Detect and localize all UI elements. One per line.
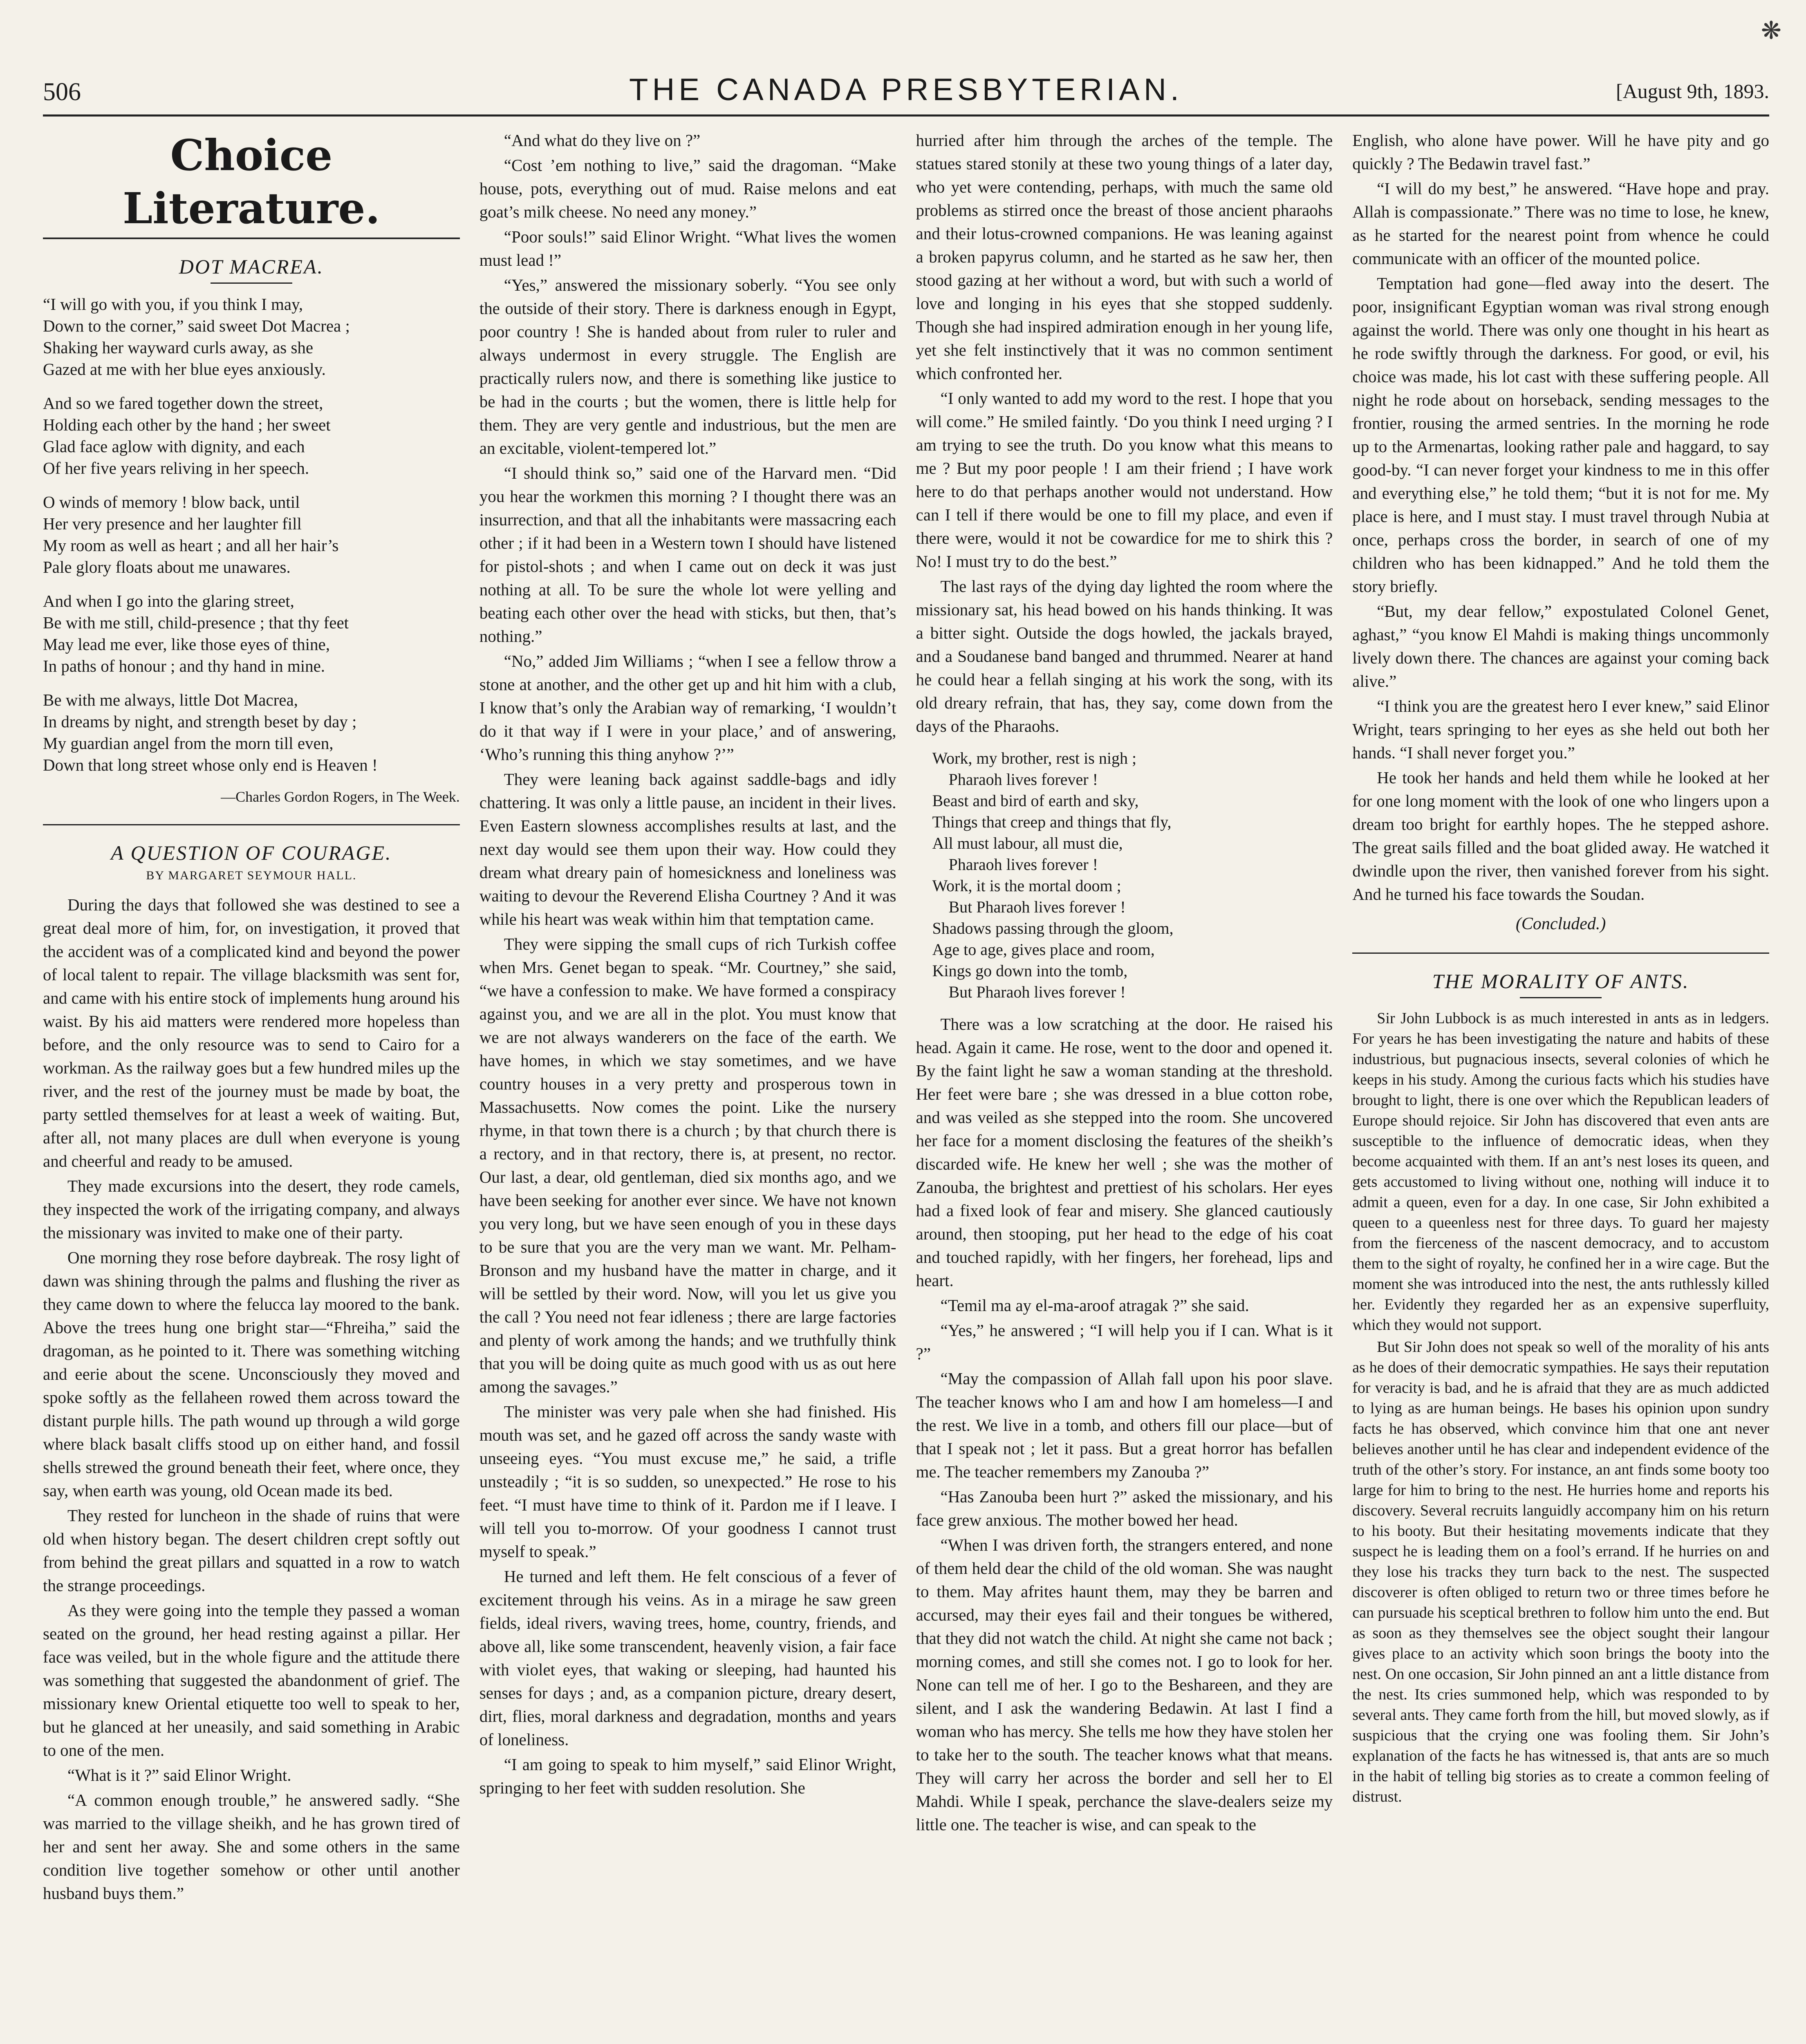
story-paragraph: Temptation had gone—fled away into the desert. The poor, insignificant Egyptian woman was rival strong enough against the world. There was only one thought in his heart as he rode swiftly through the darkness. For good, or evil, his choice was made, his lot cast with these suffering people. All night he rode about on horseback, sending messages to the frontier, rousing the armed sentries. In the morning he rode up to the Armenartas, looking rather pale and haggard, to say good-by. “I can never forget your kindness to me in this offer and everything else,” he told them; “but it is not for me. My place is here, and I must stay. I must travel through Nubia at once, perhaps cross the border, in search of one of my children who has been kidnapped.” And he told them the story briefly. (1352, 274, 1769, 596)
poem-line: Down that long street whose only end is Heaven ! (43, 755, 378, 774)
section-title: Choice Literature. (43, 129, 460, 239)
ants-paragraph: But Sir John does not speak so well of the morality of his ants as he does of their democratic sympathies. He says their reputation for veracity is bad, and he is afraid that they are as much addicted to lying as are human beings. He bases his opinion upon sundry facts he has observed, which convince him that one ant never believes another until he has clear and independent evidence of the truth of the other’s story. For instance, an ant finds some booty too large for him to bring to the nest. He hurries home and reports his discovery. Several recruits languidly accompany him on his return to his booty. But their hesitating movements indicate that they suspect he is leading them on a fool’s errand. If he hurries on and they lose his tracks they turn back to the nest. The suspected discoverer is often obliged to return two or three times before he can pursuade his sceptical brethren to follow him unto the end. But as soon as they themselves see the object sought their langour gives place to an activity which soon brings the booty into the nest. On one occasion, Sir John pinned an ant a little distance from the nest. Its cries summoned help, which was responded to by several ants. They came forth from the hill, but moved slowly, as if suspicious that the crying one was fooling them. Sir John’s explanation of the facts he has witnessed is, that ants are so much in the habit of telling big stories as to create a common feeling of distrust. (1352, 1338, 1769, 1805)
story-paragraph: “Has Zanouba been hurt ?” asked the missionary, and his face grew anxious. The mother bowed her head. (916, 1487, 1333, 1529)
poem-stanza (43, 689, 460, 776)
story-paragraph: They were leaning back against saddle-bags and idly chattering. It was only a little pause, an incident in their lives. Even Eastern slowness accomplishes results at last, and the next day would see them upon their way. How could they dream what dreary pain of homesickness and loneliness was waiting to devour the Reverend Elisha Courtney ? And it was while his heart was weak within him that temptation came. (479, 770, 896, 928)
story-paragraph: “I think you are the greatest hero I ever knew,” said Elinor Wright, tears springing to her eyes as she held out both her hands. “I shall never forget you.” (1352, 697, 1769, 762)
poem-line: In dreams by night, and strength beset by day ; (43, 712, 357, 731)
song-line: Work, my brother, rest is nigh ; (932, 749, 1137, 767)
poem-line: My room as well as heart ; and all her hair’s (43, 536, 339, 555)
story-paragraph: They made excursions into the desert, they rode camels, they inspected the work of the irrigating company, and always the missionary was invited to make one of their party. (43, 1177, 460, 1242)
paper-title: THE CANADA PRESBYTERIAN. (629, 72, 1183, 107)
song-line: Pharaoh lives forever ! (948, 770, 1098, 789)
story-paragraph: “But, my dear fellow,” expostulated Colonel Genet, aghast,” “you know El Mahdi is making things uncommonly lively down there. The chances are against your coming back alive.” (1352, 602, 1769, 690)
song-line: Pharaoh lives forever ! (948, 855, 1098, 874)
poem-line: And so we fared together down the street, (43, 394, 323, 412)
song-line: Age to age, gives place and room, (932, 940, 1155, 959)
song-line: Shadows passing through the gloom, (932, 919, 1174, 937)
poem-stanza (43, 590, 460, 677)
story-paragraph: “Poor souls!” said Elinor Wright. “What lives the women must lead !” (479, 227, 896, 269)
poem-body (43, 294, 460, 805)
story-byline: BY MARGARET SEYMOUR HALL. (146, 869, 357, 882)
poem-line: O winds of memory ! blow back, until (43, 493, 300, 511)
story-paragraph: They rested for luncheon in the shade of ruins that were old when history began. The desert children crept softly out from behind the great pillars and squatted in a row to watch the strange proceedings. (43, 1506, 460, 1595)
poem-line: Down to the corner,” said sweet Dot Macrea ; (43, 316, 350, 335)
song-line: But Pharaoh lives forever ! (948, 983, 1126, 1001)
song-line: Kings go down into the tomb, (932, 961, 1128, 980)
story-paragraph: “A common enough trouble,” he answered sadly. “She was married to the village sheikh, and he has grown tired of her and sent her away. She and some others in the same condition live together somehow or other until another husband buys them.” (43, 1791, 460, 1903)
poem-line: In paths of honour ; and thy hand in mine. (43, 657, 325, 675)
divider (1520, 997, 1602, 998)
story-paragraph: “Cost ’em nothing to live,” said the dragoman. “Make house, pots, everything out of mud. Raise melons and eat goat’s milk cheese. No need any money.” (479, 156, 896, 221)
story-paragraph: During the days that followed she was destined to see a great deal more of him, for, on investigation, it proved that the accident was of a complicated kind and beyond the power of local talent to repair. The village blacksmith was sent for, and came with his entire stock of implements hung around his waist. By his aid matters were rendered more hopeless than before, and the only resource was to send to Cairo for a workman. As the railway goes but a few hundred miles up the river, and the rest of the journey must be made by boat, the party settled themselves for at least a week of waiting. But, after all, not many places are dull when everyone is young and cheerful and ready to be amused. (43, 895, 460, 1170)
story-paragraph: “Yes,” answered the missionary soberly. “You see only the outside of their story. There is darkness enough in Egypt, poor country ! She is handed about from ruler to ruler and always undermost in every struggle. The English are practically rulers now, and there is something like justice to be had in the courts ; but the women, there is little help for them. They are very gentle and industrious, but the men are an excitable, violent-tempered lot.” (479, 276, 896, 457)
story-paragraph: “What is it ?” said Elinor Wright. (67, 1766, 291, 1784)
song-line: But Pharaoh lives forever ! (948, 898, 1126, 916)
story-paragraph: “I should think so,” said one of the Harvard men. “Did you hear the workmen this morning ? I thought there was an insurrection, and that all the inhabitants were massacring each other ; if it had been in a Western town I should have listened for pistol-shots ; and when I came out on deck it was just nothing at all. To be sure the whole lot were yelling and beating each other over the head with sticks, but then, that’s nothing.” (479, 464, 896, 645)
song-line: All must labour, all must die, (932, 834, 1123, 852)
concluded-note: (Concluded.) (1515, 914, 1606, 933)
story-paragraph: “And what do they live on ?” (504, 131, 701, 150)
issue-date: [August 9th, 1893. (1616, 80, 1769, 103)
story-paragraph: “Yes,” he answered ; “I will help you if I can. What is it ?” (916, 1321, 1333, 1363)
poem-line: Gazed at me with her blue eyes anxiously. (43, 360, 326, 379)
story-paragraph: One morning they rose before daybreak. The rosy light of dawn was shining through the palms and flushing the river as they came down to where the felucca lay moored to the bank. Above the trees hung one bright star—“Fhreiha,” said the dragoman, as he pointed to it. There was something witching and eerie about the scene. Unconsciously they moved and spoke softly as the fellaheen rowed them across toward the distant purple hills. The path wound up through a wild gorge where black basalt cliffs stood up on either hand, and fossil shells strewed the ground beneath their feet, where once, they say, when earth was young, old Ocean made its bed. (43, 1248, 460, 1500)
column-1 (43, 129, 460, 2044)
story-paragraph: “I will do my best,” he answered. “Have hope and pray. Allah is compassionate.” There was no time to lose, he knew, as he started for the nearest point from whence he could communicate with an officer of the mounted police. (1352, 179, 1769, 268)
corner-mark-icon: ❋ (1761, 17, 1781, 44)
story-title: A QUESTION OF COURAGE. (111, 841, 392, 864)
poem-line: “I will go with you, if you think I may, (43, 295, 303, 314)
story-paragraph: As they were going into the temple they passed a woman seated on the ground, her head resting against a pillar. Her face was veiled, but in the whole figure and the attitude there was something that suggested the abandonment of grief. The missionary knew Oriental etiquette too well to speak to her, but he glanced at her uneasily, and said something in Arabic to one of the men. (43, 1601, 460, 1759)
story-paragraph: “I am going to speak to him myself,” said Elinor Wright, springing to her feet with sudden resolution. She (479, 1755, 896, 1797)
poem-line: Shaking her wayward curls away, as she (43, 338, 314, 357)
poem-stanza (43, 392, 460, 479)
ants-title: THE MORALITY OF ANTS. (1432, 970, 1689, 993)
divider (211, 282, 292, 284)
story-paragraph: He took her hands and held them while he looked at her for one long moment with the look of one who lingers upon a dream too bright for earthly hopes. The he stepped ashore. The great sails filled and the boat glided away. He watched it dwindle upon the river, then vanished forever from his sight. And he turned his face towards the Soudan. (1352, 768, 1769, 903)
poem-line: May lead me ever, like those eyes of thine, (43, 635, 330, 654)
column-4 (1352, 129, 1769, 2044)
story-paragraph: “May the compassion of Allah fall upon his poor slave. The teacher knows who I am and how I am homeless—I and the rest. We live in a tomb, and others fill our place—but of that I speak not ; let it pass. But a great horror has befallen me. The teacher remembers my Zanouba ?” (916, 1369, 1333, 1481)
story-paragraph: He turned and left them. He felt conscious of a fever of excitement through his veins. As in a mirage he saw green fields, ideal rivers, waving trees, home, country, friends, and above all, like some transcendent, heavenly vision, a fair face with violet eyes, that waking or sleeping, had haunted his senses for days ; and, as a companion picture, dreary desert, dirt, flies, moral darkness and degradation, months and years of loneliness. (479, 1567, 896, 1749)
poem-line: Be with me always, little Dot Macrea, (43, 690, 298, 709)
column-3 (916, 129, 1333, 2044)
story-paragraph: “When I was driven forth, the strangers entered, and none of them held dear the child of the old woman. She was naught to them. May afrites haunt them, may they be barren and accursed, may their eyes fail and their tongues be withered, that they did not watch the child. At night she came not back ; morning comes, and still she comes not. I go to look for her. None can tell me of her. I go to the Beshareen, and they are silent, and I ask the wandering Bedawin. At last I find a woman who has mercy. She tells me how they have stolen her to take her to the south. The teacher knows what that means. They will carry her across the border and sell her to El Mahdi. While I speak, perchance the slave-dealers seize my little one. The teacher is wise, and can speak to the (916, 1535, 1333, 1834)
poem-title: DOT MACREA. (179, 255, 324, 278)
column-2 (480, 129, 896, 2044)
story-paragraph: They were sipping the small cups of rich Turkish coffee when Mrs. Genet began to speak. “Mr. Courtney,” she said, “we have a confession to make. We have formed a conspiracy against you, and we are all in the plot. You must know that we are not always wanderers on the face of the earth. We have homes, in which we stay sometimes, and we have country houses in a very pretty and prosperous town in Massachusetts. Now comes the point. Like the nursery rhyme, in that town there is a church ; by that church there is a rectory, and in that rectory, there is, at present, no rector. Our last, a dear, old gentleman, died six months ago, and we have been seeking for another ever since. We have not known you very long, but we have seen enough of you in these days to be sure that you are the very man we want. Mr. Pelham-Bronson and my husband have the matter in charge, and it will be settled by their word. Now, will you let us give you the call ? You need not fear idleness ; there are large factories and plenty of work among the hands; and we truthfully think that you will be doing quite as much good with us as out here among the savages.” (479, 935, 896, 1396)
song-verse (932, 748, 1333, 1003)
song-line: Beast and bird of earth and sky, (932, 791, 1139, 810)
story-paragraph: hurried after him through the arches of the temple. The statues stared stonily at these two young things of a later day, who yet were contending, perhaps, with much the same old problems as stirred once the breast of those ancient pharaohs and their lotus-crowned companions. He was leaning against a broken papyrus column, and he started as he saw her, then stood gazing at her without a word, but with such a world of love and longing in his eyes that she stopped suddenly. Though she had inspired admiration enough in her young life, yet she felt instinctively that it was no common sentiment which confronted her. (916, 131, 1333, 383)
ants-paragraph: Sir John Lubbock is as much interested in ants as in ledgers. For years he has been investigating the nature and habits of these industrious, but pugnacious insects, several colonies of which he keeps in his study. Among the curious facts which his studies have brought to light, there is one over which the Republican leaders of Europe should rejoice. Sir John has discovered that even ants are susceptible to the influence of democratic ideas, when they become acquainted with them. If an ant’s nest loses its queen, and gets accustomed to living without one, nothing will induce it to admit a queen, even for a day. In one case, Sir John exhibited a queen to a queenless nest for three days. To guard her majesty from the fierceness of the nascent democracy, and to accustom them to the sight of royalty, he confined her in a wire cage. But the moment she was introduced into the nest, the ants ruthlessly killed her. Evidently they regarded her as an expensive superfluity, which they would not support. (1352, 1010, 1769, 1334)
page-number: 506 (43, 78, 81, 106)
story-paragraph: The last rays of the dying day lighted the room where the missionary sat, his head bowed on his hands thinking. It was a bitter sight. Outside the dogs howled, the jackals brayed, and a Soudanese band banged and thrummed. Nearer at hand he could hear a fellah singing at his work the song, with its old dreary refrain, that has, they say, come down from the days of the Pharaohs. (916, 577, 1333, 735)
story-paragraph: There was a low scratching at the door. He raised his head. Again it came. He rose, went to the door and opened it. By the faint light he saw a woman standing at the threshold. Her feet were bare ; she was dressed in a blue cotton robe, and was veiled as she stepped into the room. She uncovered her face for a moment disclosing the features of the sheikh’s discarded wife. He knew her well ; she was the mother of Zanouba, the brightest and prettiest of his scholars. Her eyes had a fixed look of fear and misery. She glanced cautiously around, then stooping, put her head to the edge of his coat and touched rapidly, with her fingers, her forehead, lips and heart. (916, 1015, 1333, 1290)
page-header (43, 61, 1769, 117)
story-paragraph: “I only wanted to add my word to the rest. I hope that you will come.” He smiled faintly. ‘Do you think I need urging ? I am trying to see the truth. Do you know what this means to me ? But my poor people ! I am their friend ; I have work here to do that perhaps another would not understand. How can I tell if there would be one to fill my place, and even if there were, would it not be cowardice for me to shirk this ? No! I must try to do the best.” (916, 389, 1333, 571)
poem-credit: —Charles Gordon Rogers, in The Week. (221, 789, 460, 805)
poem-line: And when I go into the glaring street, (43, 592, 294, 610)
poem-stanza (43, 294, 460, 380)
song-line: Things that creep and things that fly, (932, 813, 1172, 831)
poem-line: Holding each other by the hand ; her sweet (43, 415, 331, 434)
poem-line: Her very presence and her laughter fill (43, 514, 302, 533)
story-paragraph: English, who alone have power. Will he have pity and go quickly ? The Bedawin travel fast.” (1352, 131, 1769, 173)
song-line: Work, it is the mortal doom ; (932, 876, 1121, 895)
poem-line: Of her five years reliving in her speech. (43, 459, 309, 477)
divider (43, 824, 460, 825)
divider (1352, 953, 1769, 954)
columns (43, 129, 1769, 2044)
story-paragraph: “No,” added Jim Williams ; “when I see a fellow throw a stone at another, and the other get up and hit him with a club, I know that’s only the Arabian way of remarking, ‘I wouldn’t do it that way if I were in your place,’ and of answering, ‘Who’s running this thing anyhow ?’” (479, 652, 896, 764)
poem-line: Glad face aglow with dignity, and each (43, 437, 305, 456)
story-paragraph: “Temil ma ay el-ma-aroof atragak ?” she said. (940, 1296, 1249, 1315)
story-paragraph: The minister was very pale when she had finished. His mouth was set, and he gazed off across the sandy waste with unseeing eyes. “You must excuse me,” he said, a trifle unsteadily ; “it is so sudden, so unexpected.” He rose to his feet. “I must have time to think of it. Pardon me if I leave. I will tell you to-morrow. Of your goodness I cannot trust myself to speak.” (479, 1402, 896, 1561)
poem-line: Pale glory floats about me unawares. (43, 558, 291, 576)
poem-line: My guardian angel from the morn till even, (43, 734, 334, 753)
poem-stanza (43, 491, 460, 578)
poem-line: Be with me still, child-presence ; that thy feet (43, 613, 349, 632)
